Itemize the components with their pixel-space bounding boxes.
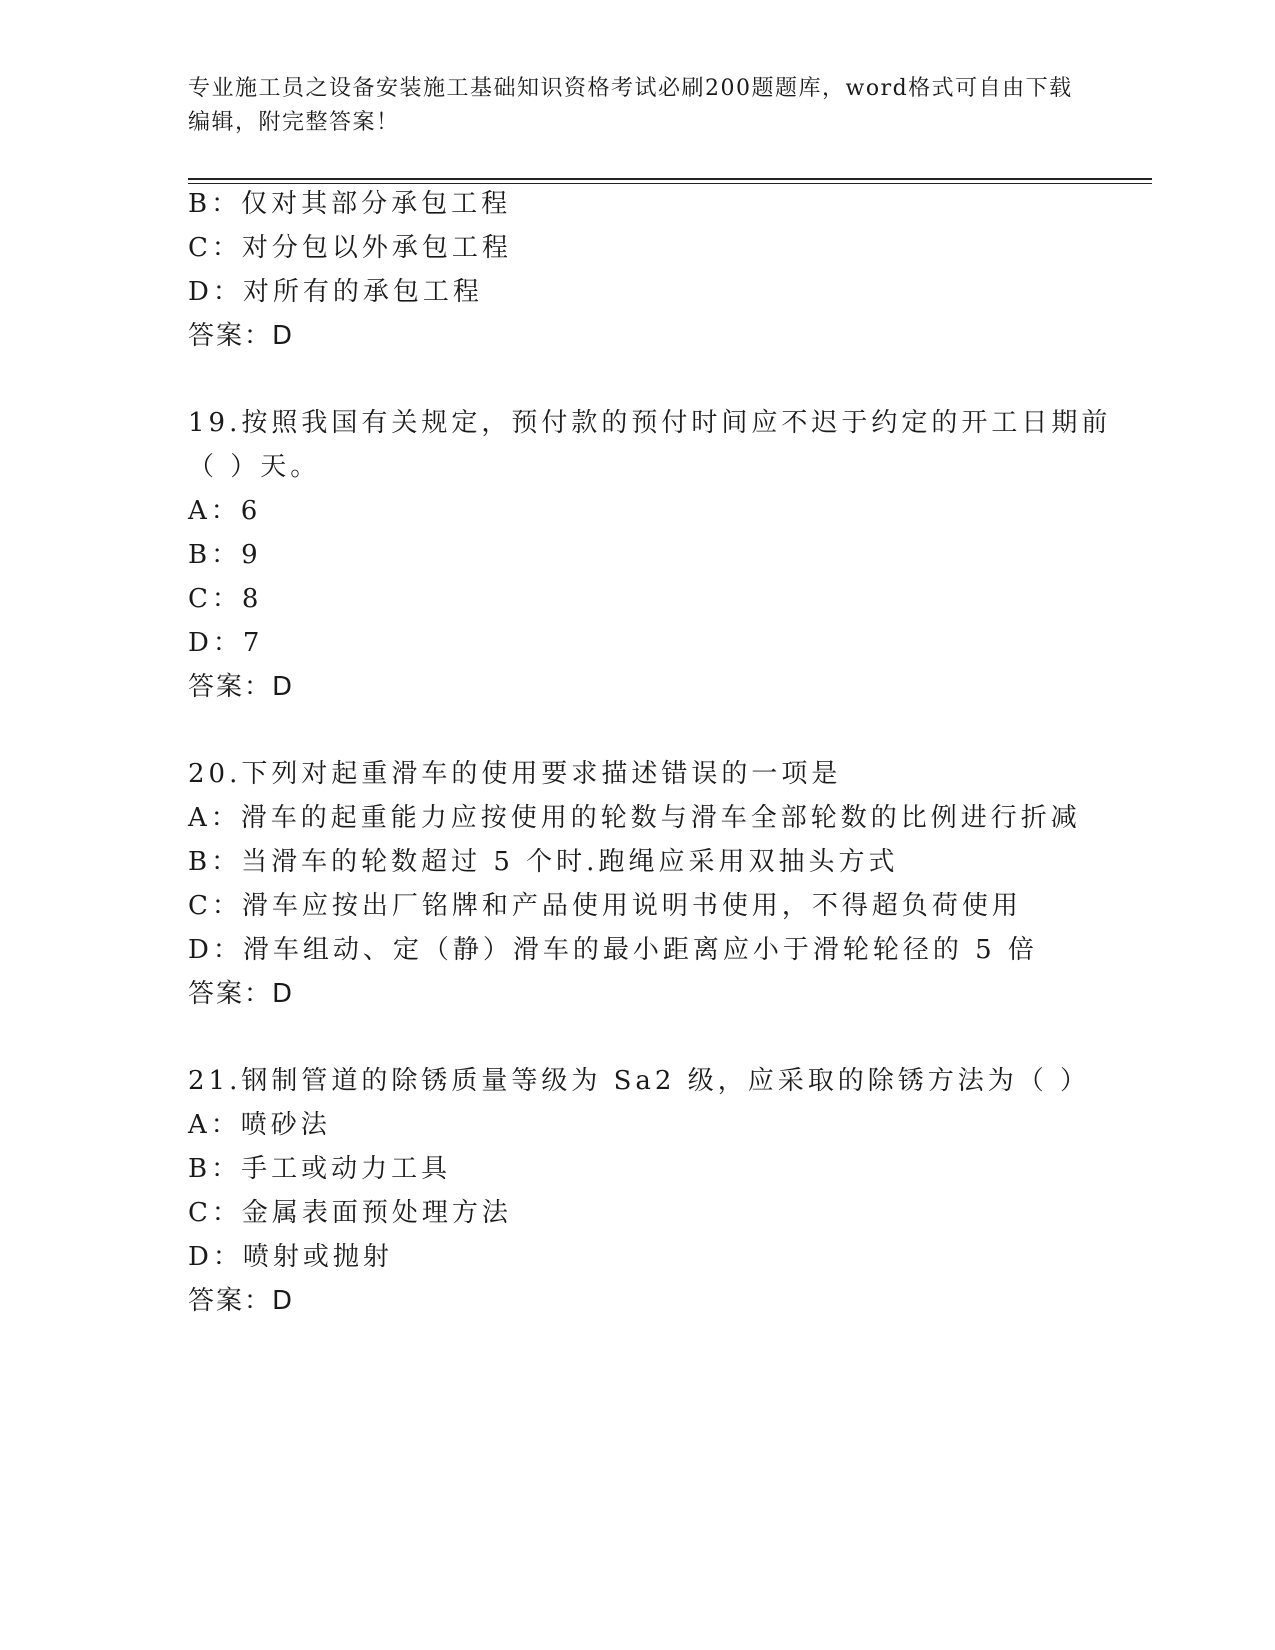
q19-answer: 答案：D <box>188 672 295 702</box>
q20-stem: 20.下列对起重滑车的使用要求描述错误的一项是 <box>188 759 842 789</box>
q21-stem: 21.钢制管道的除锈质量等级为 Sa2 级，应采取的除锈方法为（ ） <box>188 1066 1090 1096</box>
q18-option-c: C：对分包以外承包工程 <box>188 233 512 263</box>
header-divider-thin <box>188 183 1152 184</box>
q18-option-b: B：仅对其部分承包工程 <box>188 189 512 219</box>
q21-answer: 答案：D <box>188 1286 295 1316</box>
q18-answer: 答案：D <box>188 321 295 351</box>
page-header-title: 专业施工员之设备安装施工基础知识资格考试必刷200题题库，word格式可自由下载编辑，附完整答案！ <box>188 76 1073 135</box>
q21-option-c: C：金属表面预处理方法 <box>188 1198 512 1228</box>
q20-option-b: B：当滑车的轮数超过 5 个时.跑绳应采用双抽头方式 <box>188 847 899 877</box>
q19-option-d: D：7 <box>188 628 264 658</box>
q20-answer: 答案：D <box>188 979 295 1009</box>
q21-option-d: D：喷射或抛射 <box>188 1242 393 1272</box>
header-divider-thick <box>188 178 1152 180</box>
q21-option-b: B：手工或动力工具 <box>188 1154 452 1184</box>
q19-option-c: C：8 <box>188 584 263 614</box>
q20-option-d: D：滑车组动、定（静）滑车的最小距离应小于滑轮轮径的 5 倍 <box>188 935 1038 965</box>
q19-option-a: A：6 <box>188 496 262 526</box>
q19-option-b: B：9 <box>188 540 262 570</box>
q19-stem-line-2: （ ）天。 <box>188 452 321 482</box>
q18-option-d: D：对所有的承包工程 <box>188 277 483 307</box>
q20-option-a: A：滑车的起重能力应按使用的轮数与滑车全部轮数的比例进行折减 <box>188 803 1081 833</box>
q19-stem-line-1: 19.按照我国有关规定，预付款的预付时间应不迟于约定的开工日期前 <box>188 408 1112 438</box>
q20-option-c: C：滑车应按出厂铭牌和产品使用说明书使用，不得超负荷使用 <box>188 891 1022 921</box>
q21-option-a: A：喷砂法 <box>188 1110 331 1140</box>
